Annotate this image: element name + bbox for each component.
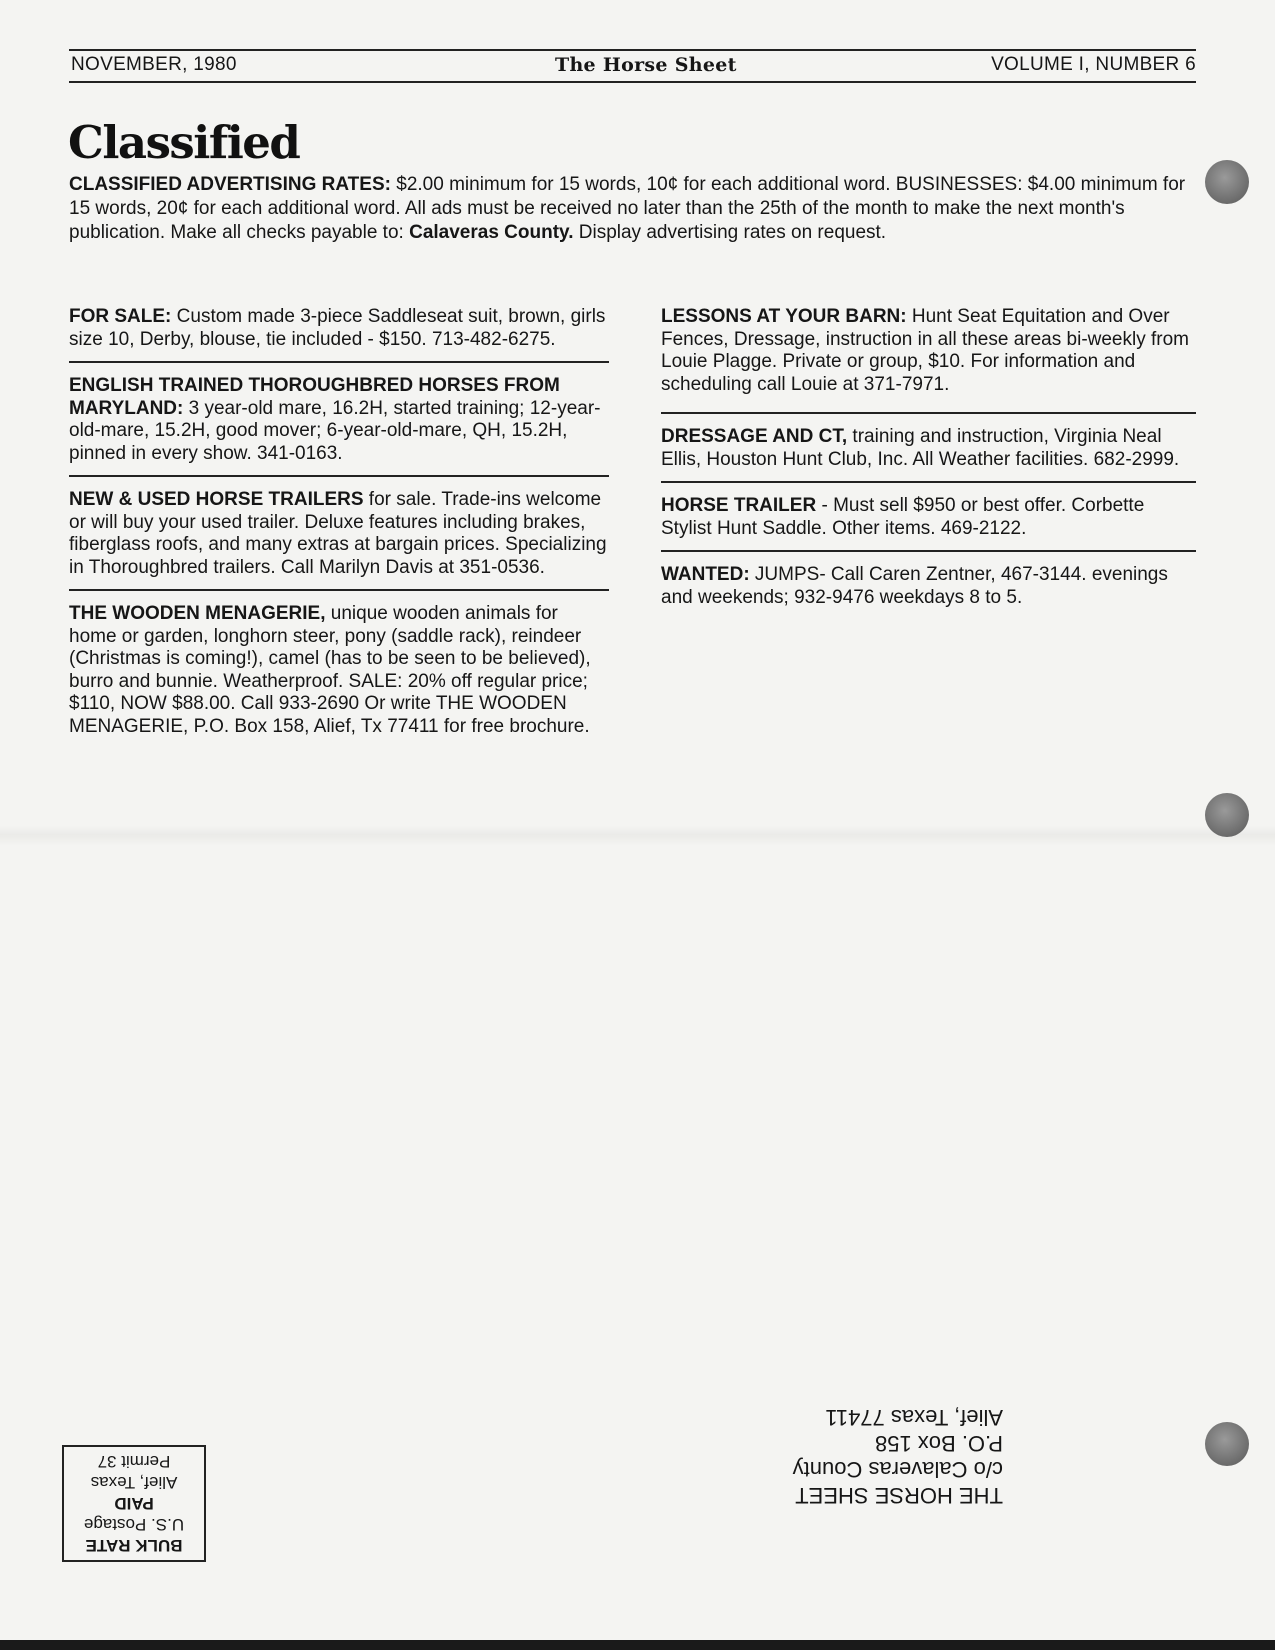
- ad-body: Hunt Seat Equitation and Over Fences, Dressage, instruction in all these areas bi-weekly from Louie Plagge. Private or group, $10. For information and scheduling call Louie at 371-7971.: [661, 306, 1190, 395]
- return-address-name: THE HORSE SHEET: [795, 1483, 1003, 1508]
- punch-hole: [1205, 1422, 1249, 1466]
- classified-ad: [661, 426, 1196, 471]
- permit-postage: U.S. Postage: [83, 1515, 185, 1534]
- right-ad-column: [661, 306, 1196, 609]
- classified-ad: [661, 564, 1196, 609]
- classified-ad: [69, 489, 609, 579]
- return-address-city: Alief, Texas 77411: [825, 1405, 1003, 1430]
- bulk-rate-permit-box: [62, 1445, 206, 1562]
- ad-heading: HORSE TRAILER: [661, 495, 817, 516]
- ad-divider: [661, 481, 1196, 483]
- ad-body: - Must sell $950 or best offer. Corbette Stylist Hunt Saddle. Other items. 469-2122.: [661, 495, 1145, 539]
- ad-heading: ENGLISH TRAINED THOROUGHBRED HORSES FROM MARYLAND:: [69, 375, 560, 419]
- classified-ad: [69, 375, 609, 465]
- ad-heading: WANTED:: [661, 564, 750, 585]
- ad-divider: [69, 589, 609, 591]
- volume-number: VOLUME I, NUMBER 6: [991, 54, 1196, 75]
- classified-ad: [69, 306, 609, 351]
- return-address-po-box: P.O. Box 158: [874, 1431, 1003, 1456]
- ad-body: JUMPS- Call Caren Zentner, 467-3144. evenings and weekends; 932-9476 weekdays 8 to 5.: [661, 564, 1168, 608]
- ad-body: training and instruction, Virginia Neal Ellis, Houston Hunt Club, Inc. All Weather facilities. 682-2999.: [661, 426, 1180, 470]
- permit-number: Permit 37: [97, 1452, 171, 1471]
- ad-heading: DRESSAGE AND CT,: [661, 426, 848, 447]
- header-bottom-rule: [69, 81, 1196, 83]
- punch-hole: [1205, 793, 1249, 837]
- ad-heading: THE WOODEN MENAGERIE,: [69, 603, 326, 624]
- classified-ad: [661, 495, 1196, 540]
- ad-body: 3 year-old mare, 16.2H, started training; 12-year-old-mare, 15.2H, good mover; 6-year-old-mare, QH, 15.2H, pinned in every show. 341-0163.: [69, 397, 601, 464]
- ad-divider: [661, 550, 1196, 552]
- page-fold: [0, 826, 1275, 846]
- ad-heading: FOR SALE:: [69, 306, 172, 327]
- return-address: [793, 1404, 1003, 1508]
- left-ad-column: [69, 306, 609, 738]
- permit-city: Alief, Texas: [90, 1473, 178, 1492]
- ad-body: for sale. Trade-ins welcome or will buy your used trailer. Deluxe features including brakes, fiberglass roofs, and many extras at bargain prices. Specializing in Thoroughbred trailers. Call Marilyn Davis at 351-0536.: [69, 489, 607, 578]
- rates-payee: Calaveras County.: [409, 222, 574, 243]
- ad-body: unique wooden animals for home or garden, longhorn steer, pony (saddle rack), reindeer (Christmas is coming!), camel (has to be seen to be believed), burro and bunnie. Weatherproof. SALE: 20% off regular price; $110, NOW $88.00. Call 933-2690 Or write THE WOODEN MENAGERIE, P.O. Box 158, Alief, Tx 77411 for free brochure.: [69, 603, 591, 737]
- ad-heading: LESSONS AT YOUR BARN:: [661, 306, 907, 327]
- permit-bulk-rate: BULK RATE: [85, 1536, 183, 1555]
- ad-body: Custom made 3-piece Saddleseat suit, brown, girls size 10, Derby, blouse, tie included - $150. 713-482-6275.: [69, 306, 606, 350]
- punch-hole: [1205, 160, 1249, 204]
- return-address-care-of: c/o Calaveras County: [792, 1457, 1003, 1482]
- ad-divider: [69, 475, 609, 477]
- advertising-rates: [69, 173, 1199, 245]
- ad-heading: NEW & USED HORSE TRAILERS: [69, 489, 364, 510]
- permit-paid: PAID: [114, 1494, 154, 1513]
- ad-divider: [661, 412, 1196, 414]
- page-bottom-edge: [0, 1640, 1275, 1650]
- rates-label: CLASSIFIED ADVERTISING RATES:: [69, 174, 391, 195]
- section-title: Classified: [68, 116, 300, 169]
- header-top-rule: [69, 49, 1196, 51]
- classified-ad: [661, 306, 1196, 396]
- classified-ad: [69, 603, 609, 738]
- ad-divider: [69, 361, 609, 363]
- publication-name: The Horse Sheet: [555, 54, 737, 76]
- issue-date: NOVEMBER, 1980: [71, 54, 237, 75]
- rates-text: $2.00 minimum for 15 words, 10¢ for each additional word. BUSINESSES: $4.00 minimum for 15 words, 20¢ for each additional word. All ads must be received no later than the 25th of the month to make the next month's publication. Make all checks payable to:: [69, 174, 1186, 243]
- rates-display-note: Display advertising rates on request.: [573, 222, 887, 243]
